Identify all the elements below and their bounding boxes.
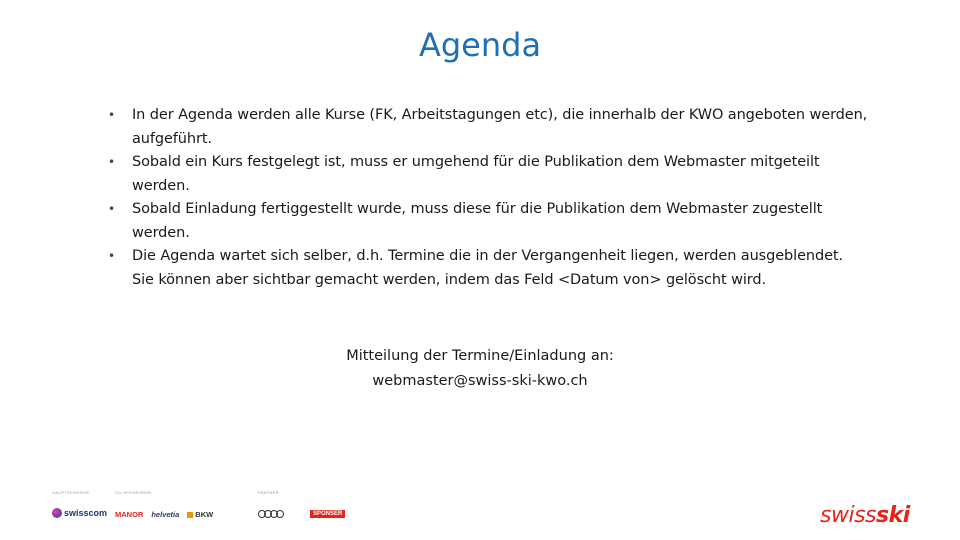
bullet-text: Sobald ein Kurs festgelegt ist, muss er umgehend für die Publikation dem Webmaster mitgeteilt werden. bbox=[132, 154, 820, 194]
slide-title: Agenda bbox=[418, 26, 542, 64]
sponsor-group-main bbox=[52, 490, 107, 518]
contact-block bbox=[0, 344, 960, 394]
sponsor-caption bbox=[310, 490, 345, 498]
sponser-logo: SPONSER bbox=[310, 510, 345, 518]
bullet-dot-icon: • bbox=[108, 108, 115, 122]
bullet-item bbox=[108, 198, 868, 245]
bullet-item bbox=[108, 245, 868, 292]
manor-logo: MANOR bbox=[115, 510, 144, 519]
helvetia-logo: helvetia bbox=[151, 510, 180, 519]
bullet-list bbox=[108, 104, 868, 292]
bullet-text: Die Agenda wartet sich selber, d.h. Termine die in der Vergangenheit liegen, werden ausgeblendet. Sie können aber sichtbar gemacht werden, indem das Feld <Datum von> gelöscht wird. bbox=[132, 248, 844, 288]
sponsor-caption: PARTNER bbox=[258, 490, 279, 495]
sponsor-group-partner bbox=[258, 490, 282, 518]
sponsor-bar bbox=[0, 490, 960, 540]
swisscom-logo: swisscom bbox=[52, 508, 107, 518]
bullet-text: Sobald Einladung fertiggestellt wurde, muss diese für die Publikation dem Webmaster zugestellt werden. bbox=[132, 201, 823, 241]
bullet-dot-icon: • bbox=[108, 202, 115, 216]
swiss-ski-logo: swissski bbox=[820, 503, 910, 528]
bullet-text: In der Agenda werden alle Kurse (FK, Arbeitstagungen etc), die innerhalb der KWO angeboten werden, aufgeführt. bbox=[132, 107, 868, 147]
bullet-item bbox=[108, 104, 868, 151]
sponsor-group-co bbox=[115, 490, 213, 519]
bullet-item bbox=[108, 151, 868, 198]
contact-email[interactable]: webmaster@swiss-ski-kwo.ch bbox=[372, 373, 588, 389]
bullet-dot-icon: • bbox=[108, 155, 115, 169]
bullet-dot-icon: • bbox=[108, 249, 115, 263]
audi-rings-icon bbox=[258, 510, 282, 518]
sponsor-caption: HAUPTSPONSOR bbox=[52, 490, 90, 495]
sponsor-group-supplier bbox=[310, 490, 345, 518]
bkw-logo: BKW bbox=[187, 510, 213, 519]
contact-label: Mitteilung der Termine/Einladung an: bbox=[346, 348, 614, 364]
sponsor-caption: CO-SPONSOREN bbox=[115, 490, 152, 495]
